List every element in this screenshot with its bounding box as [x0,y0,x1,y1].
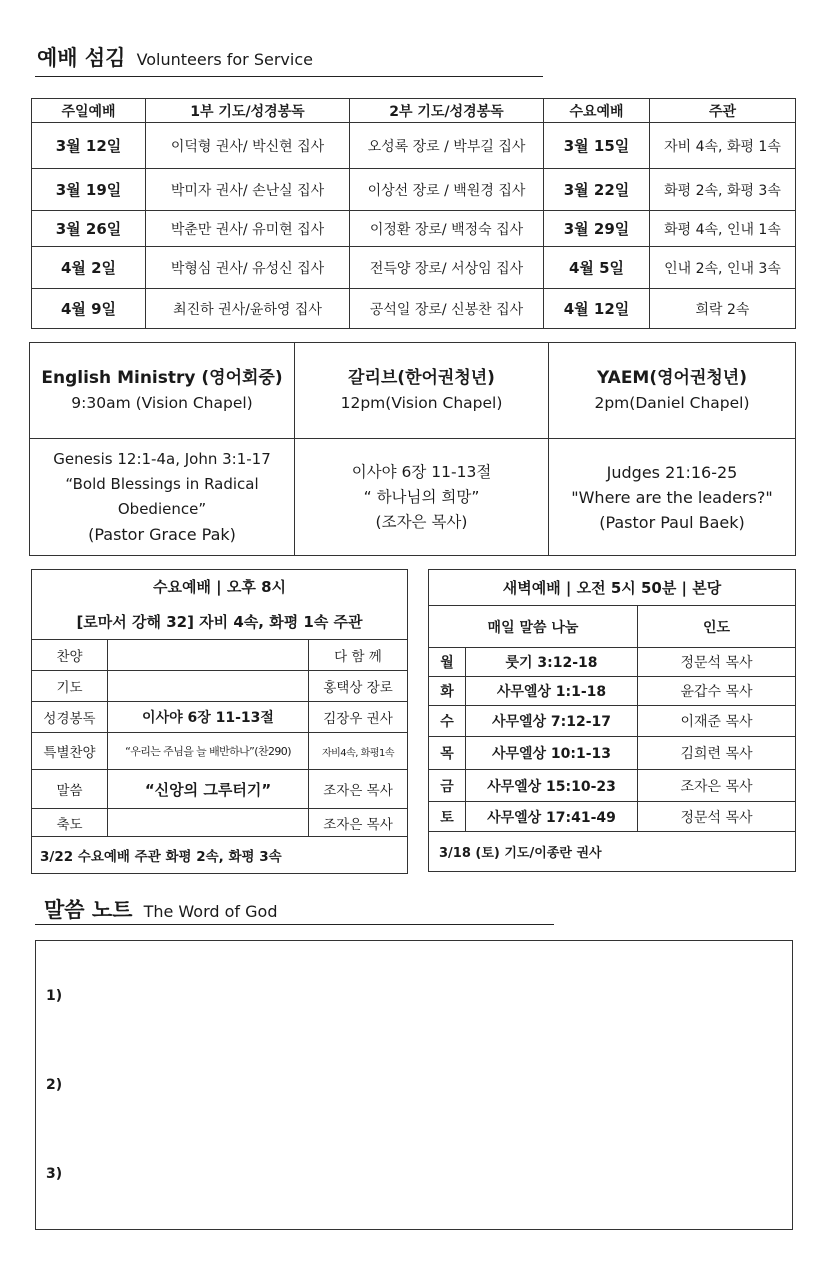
wednesday-footer-row [32,837,408,874]
col-header: 2부 기도/성경봉독 [350,99,544,123]
ministry-time: 12pm(Vision Chapel) [340,393,503,412]
col-header: 인도 [638,606,796,648]
ministry-name: English Ministry (영어회중) [41,367,283,388]
volunteers-table [31,98,796,329]
volunteers-header-row [32,99,796,123]
preacher: (Pastor Paul Baek) [599,512,745,532]
scripture: Genesis 12:1-4a, John 3:1-17 [53,450,271,468]
leader: 윤갑수 목사 [638,677,796,706]
order-content: “신앙의 그루터기” [108,770,309,809]
preacher: (조자은 목사) [375,512,468,531]
host-groups: 인내 2속, 인내 3속 [650,247,796,289]
note-number: 1) [46,988,63,1004]
sermon-title: “Bold Blessings in Radical [65,475,259,493]
preacher: (Pastor Grace Pak) [88,525,236,544]
ministries-table [29,342,796,556]
wednesday-date: 4월 12일 [544,289,650,329]
table-row [32,733,408,770]
table-row [32,702,408,733]
sunday-date: 4월 2일 [32,247,146,289]
volunteers-heading [37,42,313,72]
order-item: 기도 [32,671,108,702]
dawn-footer-row [429,832,796,872]
ministry-sermon [549,439,796,556]
ministry-header-row [30,343,796,439]
table-row [429,648,796,677]
table-row [32,671,408,702]
ministry-sermon [30,439,295,556]
wednesday-date: 4월 5일 [544,247,650,289]
sunday-date: 4월 9일 [32,289,146,329]
table-row [32,809,408,837]
first-service-volunteers: 이덕형 권사/ 박신현 집사 [146,123,350,169]
word-heading [44,894,277,924]
order-content: “우리는 주님을 늘 배반하나”(찬290) [108,733,309,770]
dawn-title: 새벽예배 | 오전 5시 50분 | 본당 [429,570,796,606]
table-row [32,211,796,247]
order-leader: 조자은 목사 [309,770,408,809]
weekday: 화 [429,677,466,706]
table-row [32,770,408,809]
second-service-volunteers: 공석일 장로/ 신봉찬 집사 [350,289,544,329]
wednesday-footer: 3/22 수요예배 주관 화평 2속, 화평 3속 [32,837,408,874]
table-row [429,770,796,802]
word-title-rule [35,924,554,925]
word-subtitle: The Word of God [143,902,278,921]
host-groups: 희락 2속 [650,289,796,329]
second-service-volunteers: 전득양 장로/ 서상임 집사 [350,247,544,289]
first-service-volunteers: 최진하 권사/윤하영 집사 [146,289,350,329]
daily-scripture: 사무엘상 15:10-23 [466,770,638,802]
sermon-title: Obedience” [117,500,207,518]
order-item: 축도 [32,809,108,837]
wednesday-title: 수요예배 | 오후 8시 [32,570,408,604]
col-header: 주일예배 [32,99,146,123]
col-header: 1부 기도/성경봉독 [146,99,350,123]
ministry-cell [30,343,295,439]
leader: 김희련 목사 [638,737,796,770]
wednesday-date: 3월 22일 [544,169,650,211]
scripture: 이사야 6장 11-13절 [351,462,492,481]
second-service-volunteers: 이정환 장로/ 백정숙 집사 [350,211,544,247]
table-row [429,737,796,770]
ministry-sermon-row [30,439,796,556]
col-header: 수요예배 [544,99,650,123]
daily-scripture: 사무엘상 17:41-49 [466,802,638,832]
order-content [108,640,309,671]
table-row [32,289,796,329]
order-leader: 홍택상 장로 [309,671,408,702]
ministry-time: 9:30am (Vision Chapel) [71,393,253,412]
order-item: 찬양 [32,640,108,671]
dawn-header-row [429,606,796,648]
volunteers-subtitle: Volunteers for Service [136,50,313,69]
order-leader: 다 함 께 [309,640,408,671]
order-item: 성경봉독 [32,702,108,733]
sunday-date: 3월 12일 [32,123,146,169]
table-row [429,706,796,737]
order-content [108,809,309,837]
table-row [429,802,796,832]
weekday: 수 [429,706,466,737]
host-groups: 자비 4속, 화평 1속 [650,123,796,169]
order-content: 이사야 6장 11-13절 [108,702,309,733]
ministry-time: 2pm(Daniel Chapel) [594,393,750,412]
word-title: 말씀 노트 [44,898,133,922]
daily-scripture: 룻기 3:12-18 [466,648,638,677]
sunday-date: 3월 19일 [32,169,146,211]
col-header: 매일 말씀 나눔 [429,606,638,648]
sermon-title: "Where are the leaders?" [571,487,773,507]
order-content [108,671,309,702]
dawn-title-row [429,570,796,606]
weekday: 목 [429,737,466,770]
notes-box[interactable] [35,940,793,1230]
first-service-volunteers: 박춘만 권사/ 유미현 집사 [146,211,350,247]
leader: 이재준 목사 [638,706,796,737]
order-leader: 조자은 목사 [309,809,408,837]
daily-scripture: 사무엘상 7:12-17 [466,706,638,737]
note-number: 3) [46,1166,63,1182]
volunteers-title: 예배 섬김 [37,46,126,70]
table-row [32,640,408,671]
sunday-date: 3월 26일 [32,211,146,247]
host-groups: 화평 4속, 인내 1속 [650,211,796,247]
leader: 정문석 목사 [638,802,796,832]
order-leader: 자비4속, 화평1속 [309,733,408,770]
scripture: Judges 21:16-25 [606,462,738,482]
host-groups: 화평 2속, 화평 3속 [650,169,796,211]
volunteers-title-rule [35,76,543,77]
ministry-sermon [295,439,549,556]
weekday: 토 [429,802,466,832]
leader: 정문석 목사 [638,648,796,677]
wednesday-date: 3월 15일 [544,123,650,169]
table-row [32,123,796,169]
second-service-volunteers: 오성록 장로 / 박부길 집사 [350,123,544,169]
daily-scripture: 사무엘상 10:1-13 [466,737,638,770]
daily-scripture: 사무엘상 1:1-18 [466,677,638,706]
note-number: 2) [46,1077,63,1093]
order-item: 특별찬양 [32,733,108,770]
second-service-volunteers: 이상선 장로 / 백원경 집사 [350,169,544,211]
order-leader: 김장우 권사 [309,702,408,733]
weekday: 월 [429,648,466,677]
table-row [32,247,796,289]
table-row [429,677,796,706]
table-row [32,169,796,211]
ministry-cell [549,343,796,439]
first-service-volunteers: 박형심 권사/ 유성신 집사 [146,247,350,289]
ministry-cell [295,343,549,439]
col-header: 주관 [650,99,796,123]
dawn-footer: 3/18 (토) 기도/이종란 권사 [429,832,796,872]
leader: 조자은 목사 [638,770,796,802]
wednesday-subtitle: [로마서 강해 32] 자비 4속, 화평 1속 주관 [32,604,408,640]
wednesday-date: 3월 29일 [544,211,650,247]
dawn-service-table [428,569,796,872]
wednesday-subtitle-row [32,604,408,640]
wednesday-title-row [32,570,408,604]
weekday: 금 [429,770,466,802]
order-item: 말씀 [32,770,108,809]
ministry-name: 갈리브(한어권청년) [348,367,495,388]
ministry-name: YAEM(영어권청년) [596,367,748,388]
sermon-title: “ 하나님의 희망” [363,487,480,506]
first-service-volunteers: 박미자 권사/ 손난실 집사 [146,169,350,211]
wednesday-service-table [31,569,408,874]
